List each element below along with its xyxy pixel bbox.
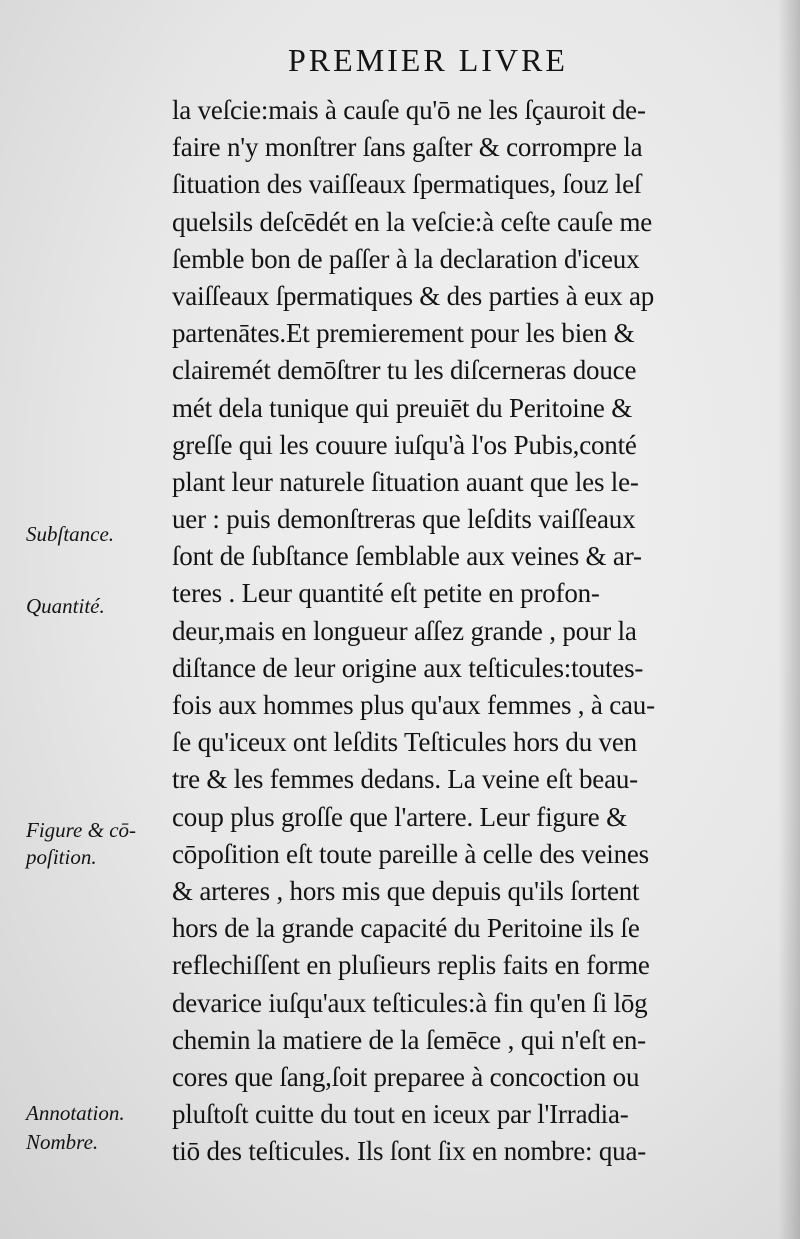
gutter-shadow — [778, 0, 800, 1239]
margin-note-figure: Figure & cō- — [26, 818, 137, 842]
margin-note-substance: Subſtance. — [26, 522, 115, 546]
text-line: chemin la matiere de la ſemēce , qui n'eſt en- — [172, 1024, 646, 1055]
text-line: fois aux hommes plus qu'aux femmes , à cau- — [172, 690, 655, 720]
text-line: ſe qu'iceux ont leſdits Teſticules hors du ven — [172, 727, 637, 758]
text-line: coup plus groſſe que l'artere. Leur figure & — [172, 801, 627, 832]
running-head: PREMIER LIVRE — [288, 42, 568, 78]
margin-note-quantite: Quantité. — [26, 594, 105, 618]
text-line: faire n'y monſtrer ſans gaſter & corrompre la — [172, 132, 643, 163]
text-line: quelsils deſcēdét en la veſcie:à ceſte cauſe me — [172, 206, 653, 237]
margin-note-annotation: Annotation. — [26, 1101, 125, 1125]
text-line: mét dela tunique qui preuiēt du Peritoine & — [172, 392, 633, 423]
text-line: greſſe qui les couure iuſqu'à l'os Pubis,conté — [172, 429, 637, 460]
text-line: pluſtoſt cuitte du tout en iceux par l'Irradia- — [172, 1099, 629, 1130]
text-line: ſont de ſubſtance ſemblable aux veines & ar- — [172, 541, 642, 572]
text-line: hors de la grande capacité du Peritoine ils ſe — [172, 913, 640, 944]
text-line: plant leur naturele ſituation auant que les le- — [172, 466, 639, 497]
text-line: deur,mais en longueur aſſez grande , pour la — [172, 615, 637, 646]
text-line: reflechiſſent en pluſieurs replis faits en forme — [172, 950, 650, 981]
text-line: la veſcie:mais à cauſe qu'ō ne les ſçauroit de- — [172, 95, 646, 125]
text-line: & arteres , hors mis que depuis qu'ils ſortent — [172, 875, 640, 906]
text-line: ſemble bon de paſſer à la declaration d'iceux — [172, 243, 640, 274]
text-line: ſituation des vaiſſeaux ſpermatiques, ſouz leſ — [172, 169, 642, 200]
text-line: cōpoſition eſt toute pareille à celle des veines — [172, 838, 649, 869]
margin-note-nombre: Nombre. — [26, 1130, 99, 1154]
margin-note-position: poſition. — [26, 845, 97, 869]
text-line: vaiſſeaux ſpermatiques & des parties à eux ap — [172, 280, 655, 311]
body-text — [172, 92, 772, 1170]
text-line: uer : puis demonſtreras que leſdits vaiſſeaux — [172, 504, 636, 535]
text-line: devarice iuſqu'aux teſticules:à fin qu'en ſi lōg — [172, 987, 648, 1018]
text-line: partenātes.Et premierement pour les bien & — [172, 318, 635, 349]
text-line: tre & les femmes dedans. La veine eſt beau- — [172, 764, 638, 795]
text-line: diſtance de leur origine aux teſticules:toutes- — [172, 652, 644, 683]
text-line: tiō des teſticules. Ils ſont ſix en nombre: qua- — [172, 1136, 647, 1167]
text-line: cores que ſang,ſoit preparee à concoction ou — [172, 1061, 640, 1092]
text-line: teres . Leur quantité eſt petite en profon- — [172, 578, 600, 609]
text-line: clairemét demōſtrer tu les diſcerneras douce — [172, 355, 637, 386]
